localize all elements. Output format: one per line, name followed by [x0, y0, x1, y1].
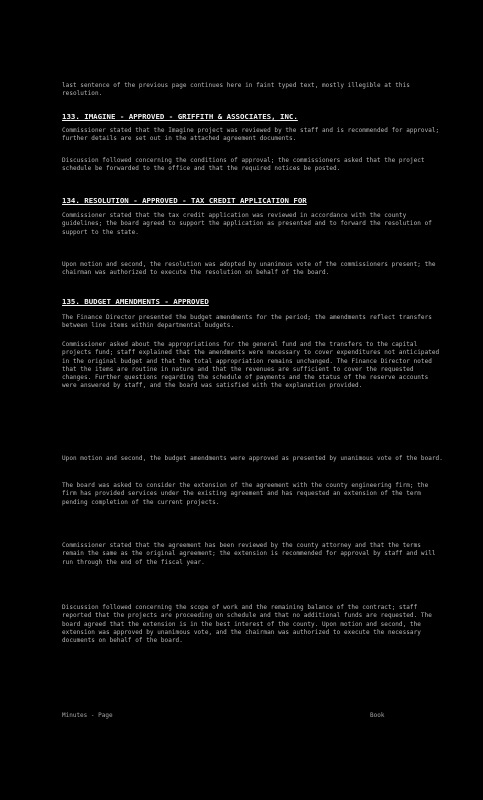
intro-paragraph: last sentence of the previous page continues here in faint typed text, mostly illegible at this resolution.	[62, 82, 410, 98]
footer-right: Book	[370, 712, 385, 719]
section-135-paragraph-4: The board was asked to consider the extension of the agreement with the county engineering firm; the firm has provided services under the existing agreement and has requested an extension of the term pending completion of the current projects.	[62, 482, 429, 506]
section-133-paragraph-1: Commissioner stated that the Imagine project was reviewed by the staff and is recommended for approval; further details are set out in the attached agreement documents.	[62, 127, 440, 143]
section-133-paragraph-2: Discussion followed concerning the conditions of approval; the commissioners asked that the project schedule be forwarded to the office and that the required notices be posted.	[62, 157, 425, 173]
section-135-paragraph-2: Commissioner asked about the appropriations for the general fund and the transfers to the capital projects fund; staff explained that the amendments were necessary to cover expenditures not anticipated in the original budget and that the total appropriation remains unchanged. The Finance Director noted that the items are routine in nature and that the revenues are sufficient to cover the requested changes. Further questions regarding the schedule of payments and the status of the reserve accounts were answered by staff, and the board was satisfied with the explanation provided.	[62, 341, 440, 390]
section-135-paragraph-1: The Finance Director presented the budget amendments for the period; the amendments reflect transfers between line items within departmental budgets.	[62, 314, 432, 330]
section-heading-133: 133. IMAGINE - APPROVED - GRIFFITH & ASSOCIATES, INC.	[62, 112, 298, 121]
section-135-paragraph-3: Upon motion and second, the budget amendments were approved as presented by unanimous vote of the board.	[62, 455, 443, 462]
footer-left: Minutes - Page	[62, 712, 113, 719]
section-135-paragraph-5: Commissioner stated that the agreement has been reviewed by the county attorney and that the terms remain the same as the original agreement; the extension is recommended for approval by staff and will run through the end of the fiscal year.	[62, 542, 436, 566]
section-heading-134: 134. RESOLUTION - APPROVED - TAX CREDIT APPLICATION FOR	[62, 196, 307, 205]
section-heading-135: 135. BUDGET AMENDMENTS - APPROVED	[62, 297, 209, 306]
section-134-paragraph-1: Commissioner stated that the tax credit application was reviewed in accordance with the county guidelines; the board agreed to support the application as presented and to forward the resolution of support to the state.	[62, 212, 432, 236]
section-134-paragraph-2: Upon motion and second, the resolution was adopted by unanimous vote of the commissioners present; the chairman was authorized to execute the resolution on behalf of the board.	[62, 261, 436, 277]
section-135-paragraph-6: Discussion followed concerning the scope of work and the remaining balance of the contract; staff reported that the projects are proceeding on schedule and that no additional funds are requested. The board agreed that the extension is in the best interest of the county. Upon motion and second, the extension was approved by unanimous vote, and the chairman was authorized to execute the necessary documents on behalf of the board.	[62, 604, 432, 645]
